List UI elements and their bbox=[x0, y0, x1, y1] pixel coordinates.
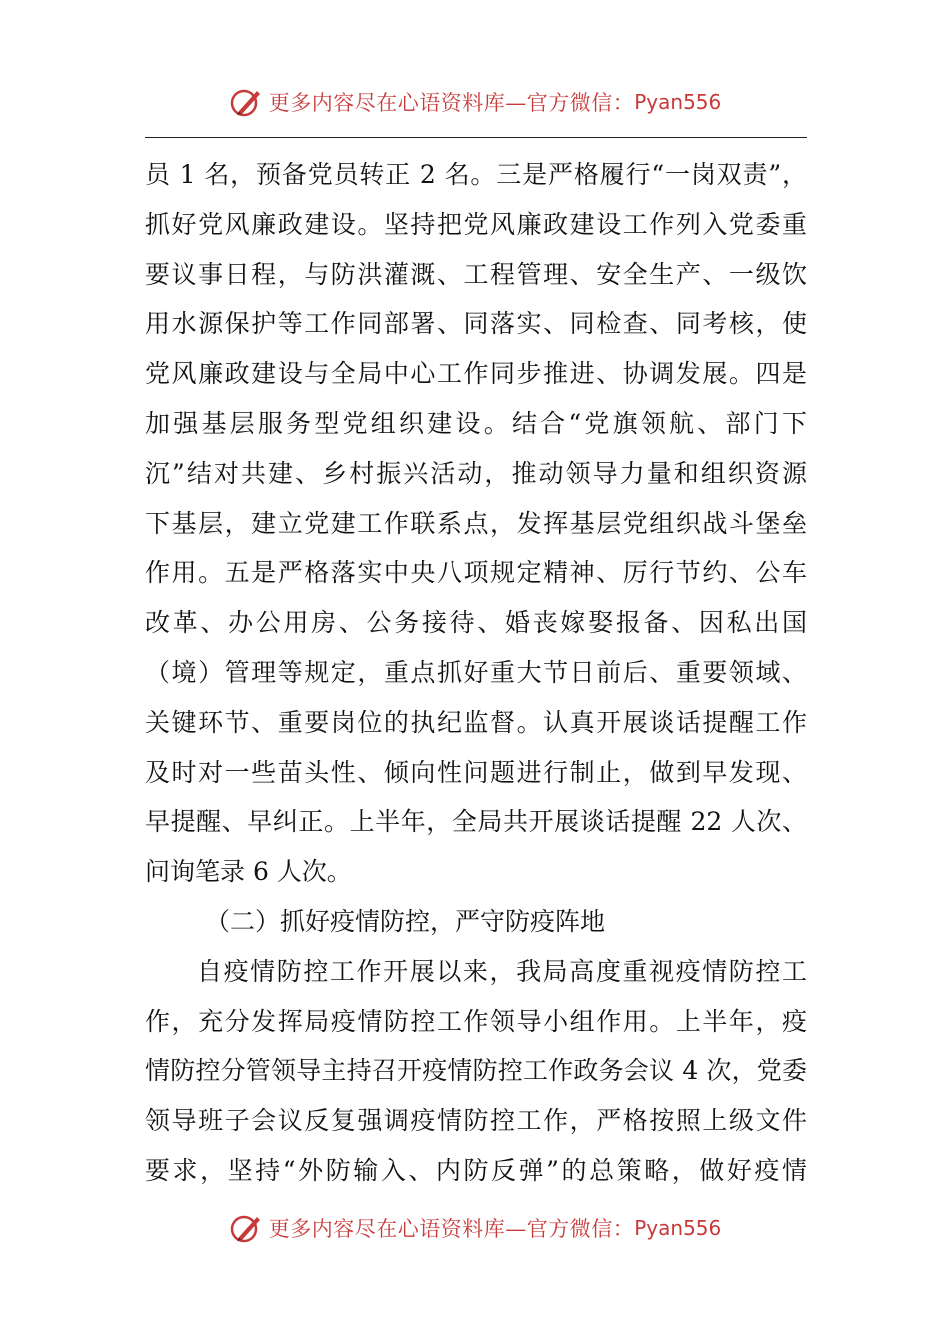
text-line: 改革、办公用房、公务接待、婚丧嫁娶报备、因私出国 bbox=[145, 608, 807, 638]
text-line: 下基层，建立党建工作联系点，发挥基层党组织战斗堡垒 bbox=[145, 508, 807, 538]
banner-wechat-id: Pyan556 bbox=[634, 90, 722, 114]
section-heading: （二）抓好疫情防控，严守防疫阵地 bbox=[205, 906, 606, 936]
text-line: 早提醒、早纠正。上半年，全局共开展谈话提醒 22 人次、 bbox=[145, 807, 807, 837]
text-line: 抓好党风廉政建设。坚持把党风廉政建设工作列入党委重 bbox=[145, 209, 807, 239]
text-line: 加强基层服务型党组织建设。结合“党旗领航、部门下 bbox=[145, 408, 807, 438]
banner-text: 更多内容尽在心语资料库—官方微信： bbox=[268, 1217, 635, 1241]
text-line: 领导班子会议反复强调疫情防控工作，严格按照上级文件 bbox=[145, 1106, 807, 1136]
header-rule bbox=[145, 137, 807, 138]
text-line: 要求，坚持“外防输入、内防反弹”的总策略，做好疫情 bbox=[145, 1155, 807, 1185]
text-line: 问询笔录 6 人次。 bbox=[145, 857, 352, 887]
text-line: 情防控分管领导主持召开疫情防控工作政务会议 4 次，党委 bbox=[145, 1056, 807, 1086]
header-banner bbox=[0, 82, 950, 122]
text-line: 员 1 名，预备党员转正 2 名。三是严格履行“一岗双责”， bbox=[145, 160, 807, 189]
text-line: 用水源保护等工作同部署、同落实、同检查、同考核，使 bbox=[145, 309, 807, 339]
text-line: 要议事日程，与防洪灌溉、工程管理、安全生产、一级饮 bbox=[145, 259, 807, 289]
document-body bbox=[145, 150, 807, 1196]
pen-logo-icon bbox=[229, 85, 263, 119]
pen-logo-icon bbox=[229, 1211, 263, 1245]
text-line: 沉”结对共建、乡村振兴活动，推动领导力量和组织资源 bbox=[145, 458, 807, 488]
banner-wechat-id: Pyan556 bbox=[634, 1216, 722, 1240]
banner-text: 更多内容尽在心语资料库—官方微信： bbox=[268, 91, 635, 115]
text-line: 及时对一些苗头性、倾向性问题进行制止，做到早发现、 bbox=[145, 757, 807, 787]
text-line: 自疫情防控工作开展以来，我局高度重视疫情防控工 bbox=[197, 956, 807, 986]
text-line: 党风廉政建设与全局中心工作同步推进、协调发展。四是 bbox=[145, 359, 807, 389]
text-line: 作，充分发挥局疫情防控工作领导小组作用。上半年，疫 bbox=[145, 1006, 807, 1036]
text-line: 作用。五是严格落实中央八项规定精神、厉行节约、公车 bbox=[145, 558, 807, 588]
footer-banner bbox=[0, 1208, 950, 1248]
text-line: 关键环节、重要岗位的执纪监督。认真开展谈话提醒工作 bbox=[145, 707, 807, 737]
text-line: （境）管理等规定，重点抓好重大节日前后、重要领域、 bbox=[145, 657, 807, 687]
